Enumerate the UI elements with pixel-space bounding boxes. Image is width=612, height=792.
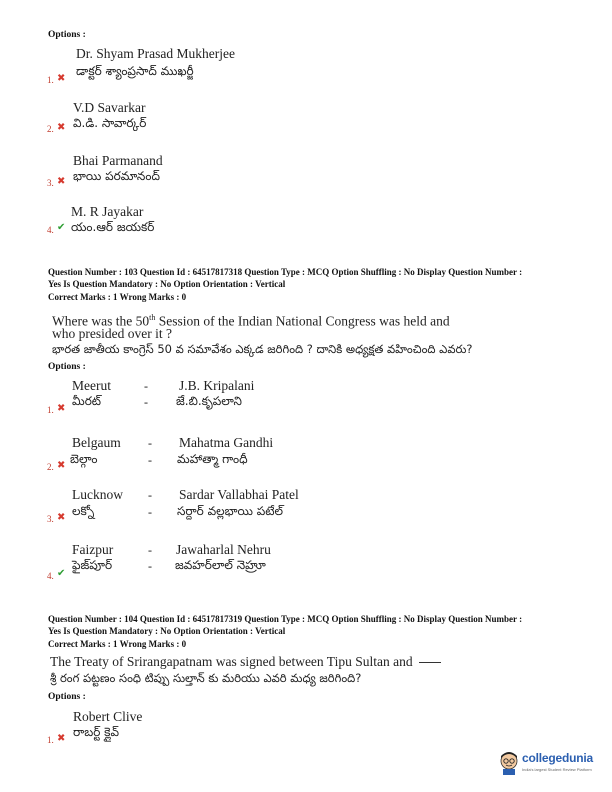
- option-separator: -: [148, 559, 152, 573]
- question-meta: Question Number : 103 Question Id : 64517817318 Question Type : MCQ Option Shuffling : No Display Question Number :: [48, 267, 523, 277]
- check-icon: ✔: [57, 568, 66, 579]
- option-number: 4.: [47, 225, 54, 235]
- mascot-icon: [498, 750, 520, 776]
- logo-tagline: India's largest Student Review Platform: [522, 767, 592, 772]
- option-telugu: యం.ఆర్ జయకర్: [71, 220, 155, 234]
- question-text-english: The Treaty of Srirangapatnam was signed between Tipu Sultan and: [50, 654, 441, 670]
- option-number: 3.: [47, 178, 54, 188]
- option-person-telugu: జవహర్‌లాల్ నెహ్రూ: [175, 558, 266, 572]
- collegedunia-logo: [498, 748, 606, 784]
- question-text-english: who presided over it ?: [52, 326, 172, 341]
- option-person-telugu: జే.బి.కృపలాని: [176, 394, 242, 408]
- option-person-english: J.B. Kripalani: [179, 378, 255, 393]
- options-heading: Options :: [48, 30, 86, 40]
- cross-icon: ✖: [57, 176, 66, 187]
- cross-icon: ✖: [57, 460, 66, 471]
- answer-blank: [419, 662, 441, 663]
- option-separator: -: [144, 379, 148, 393]
- option-telugu: రాబర్ట్ క్లైవ్: [73, 725, 119, 739]
- option-place-english: Meerut: [72, 378, 111, 393]
- cross-icon: ✖: [57, 512, 66, 523]
- question-meta: Yes Is Question Mandatory : No Option Orientation : Vertical: [48, 626, 286, 636]
- option-number: 2.: [47, 462, 54, 472]
- option-telugu: వి.డి. సావార్కర్: [73, 116, 147, 130]
- option-place-english: Lucknow: [72, 487, 123, 502]
- question-text-english: Where was the 50th Session of the Indian National Congress was held and: [52, 313, 450, 329]
- option-separator: -: [148, 505, 152, 519]
- option-number: 4.: [47, 571, 54, 581]
- question-marks: Correct Marks : 1 Wrong Marks : 0: [48, 639, 187, 649]
- option-separator: -: [148, 488, 152, 502]
- option-separator: -: [148, 543, 152, 557]
- cross-icon: ✖: [57, 73, 66, 84]
- question-meta: Yes Is Question Mandatory : No Option Orientation : Vertical: [48, 279, 286, 289]
- option-person-telugu: సర్దార్ వల్లభాయి పటేల్: [177, 504, 284, 518]
- option-english: Robert Clive: [73, 709, 143, 724]
- option-number: 1.: [47, 405, 54, 415]
- option-place-telugu: లక్నో: [72, 504, 95, 518]
- option-place-english: Belgaum: [72, 435, 121, 450]
- option-number: 1.: [47, 75, 54, 85]
- option-telugu: డాక్టర్ శ్యాంప్రసాద్ ముఖర్జీ: [76, 64, 194, 78]
- options-heading: Options :: [48, 692, 86, 702]
- option-separator: -: [144, 395, 148, 409]
- option-english: M. R Jayakar: [71, 204, 144, 219]
- option-place-telugu: ఫైజ్‌పూర్: [72, 558, 113, 572]
- option-english: V.D Savarkar: [73, 100, 146, 115]
- option-separator: -: [148, 436, 152, 450]
- option-person-english: Jawaharlal Nehru: [176, 542, 271, 557]
- cross-icon: ✖: [57, 403, 66, 414]
- option-number: 2.: [47, 124, 54, 134]
- check-icon: ✔: [57, 222, 66, 233]
- question-marks: Correct Marks : 1 Wrong Marks : 0: [48, 292, 187, 302]
- question-meta: Question Number : 104 Question Id : 64517817319 Question Type : MCQ Option Shuffling : No Display Question Number :: [48, 614, 523, 624]
- option-place-english: Faizpur: [72, 542, 114, 557]
- options-heading: Options :: [48, 362, 86, 372]
- question-text-telugu: శ్రీ రంగ పట్టణం సంధి టిప్పు సుల్తాన్ కు మరియు ఎవరి మధ్య జరిగింది?: [50, 671, 362, 685]
- option-separator: -: [148, 453, 152, 467]
- cross-icon: ✖: [57, 733, 66, 744]
- option-english: Dr. Shyam Prasad Mukherjee: [76, 46, 235, 61]
- option-person-telugu: మహాత్మా గాంధీ: [177, 452, 248, 466]
- option-place-telugu: మీరట్: [72, 394, 102, 408]
- option-person-english: Mahatma Gandhi: [179, 435, 274, 450]
- logo-brand: collegedunia: [522, 751, 593, 765]
- question-text-telugu: భారత జాతీయ కాంగ్రెస్ 50 వ సమావేశం ఎక్కడ జరిగింది ? దానికి అధ్యక్షత వహించింది ఎవరు?: [52, 342, 473, 356]
- cross-icon: ✖: [57, 122, 66, 133]
- option-telugu: భాయి పరమానంద్: [73, 169, 160, 183]
- option-english: Bhai Parmanand: [73, 153, 163, 168]
- option-place-telugu: బెల్గాం: [70, 452, 98, 466]
- option-number: 1.: [47, 735, 54, 745]
- option-person-english: Sardar Vallabhai Patel: [179, 487, 299, 502]
- option-number: 3.: [47, 514, 54, 524]
